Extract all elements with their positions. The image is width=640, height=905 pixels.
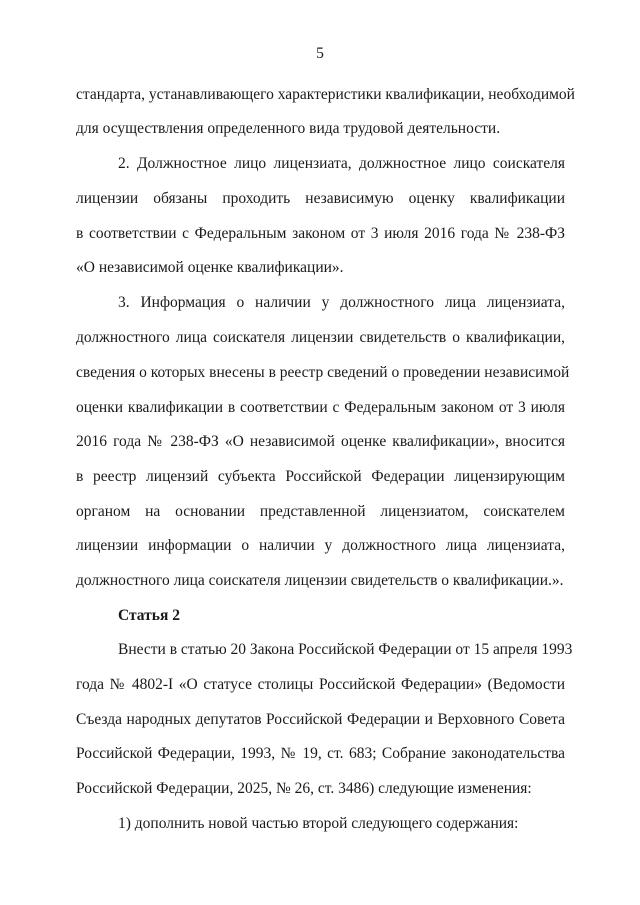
text-line: в соответствии с Федеральным законом от 3 июля 2016 года № 238-ФЗ [76,225,565,242]
text-line: органом на основании представленной лицензиатом, соискателем [76,503,565,520]
text-line: оценки квалификации в соответствии с Федеральным законом от 3 июля [76,399,565,416]
text-line: в реестр лицензий субъекта Российской Федерации лицензирующим [76,468,565,485]
text-line: стандарта, устанавливающего характеристики квалификации, необходимой [76,86,575,103]
text-line: лицензии обязаны проходить независимую оценку квалификации [76,190,565,207]
text-line: Съезда народных депутатов Российской Федерации и Верховного Совета [76,711,565,728]
text-line: должностного лица соискателя лицензии свидетельств о квалификации.». [76,572,564,589]
paragraph-start: 3. Информация о наличии у должностного лица лицензиата, [118,294,565,311]
text-line: Российской Федерации, 2025, № 26, ст. 3486) следующие изменения: [76,780,532,797]
paragraph-start: Внести в статью 20 Закона Российской Федерации от 15 апреля 1993 [118,641,573,658]
text-line: для осуществления определенного вида трудовой деятельности. [76,120,501,137]
list-item: 1) дополнить новой частью второй следующего содержания: [118,815,519,832]
text-line: сведения о которых внесены в реестр сведений о проведении независимой [76,364,570,381]
article-heading: Статья 2 [118,607,180,624]
text-line: Российской Федерации, 1993, № 19, ст. 683; Собрание законодательства [76,745,565,762]
paragraph-start: 2. Должностное лицо лицензиата, должностное лицо соискателя [118,155,565,172]
text-line: «О независимой оценке квалификации». [76,259,344,276]
text-line: должностного лица соискателя лицензии свидетельств о квалификации, [76,329,565,346]
page-number: 5 [316,45,324,62]
text-line: года № 4802-I «О статусе столицы Российской Федерации» (Ведомости [76,676,565,693]
text-line: 2016 года № 238-ФЗ «О независимой оценке квалификации», вносится [76,433,565,450]
text-line: лицензии информации о наличии у должностного лица лицензиата, [76,537,565,554]
